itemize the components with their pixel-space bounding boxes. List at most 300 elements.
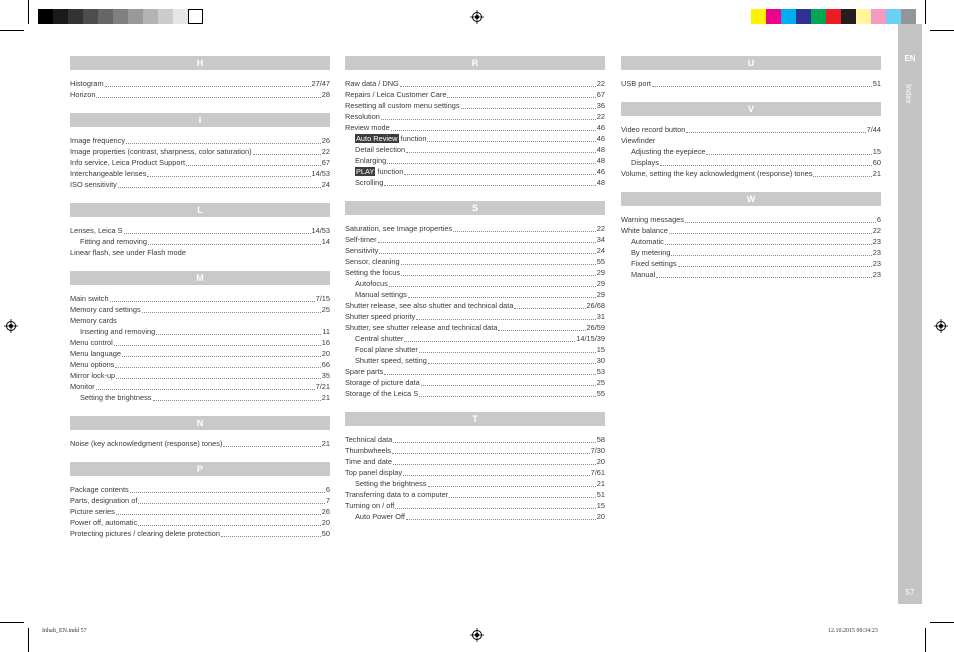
entry-page: 20	[596, 457, 605, 466]
entry-text: Histogram	[70, 79, 104, 88]
index-entry	[70, 247, 330, 258]
entry-term	[70, 337, 113, 348]
dot-leader	[221, 536, 321, 537]
index-entry	[70, 89, 330, 100]
page-number: 57	[905, 588, 915, 597]
entry-page: 28	[321, 90, 330, 99]
entry-term	[70, 370, 115, 381]
entry-page: 14	[321, 237, 330, 246]
entry-page: 7/30	[590, 446, 605, 455]
entry-text: Top panel display	[345, 468, 403, 477]
entry-text: Sensitivity	[345, 246, 379, 255]
color-swatch	[751, 9, 766, 24]
entry-text: Shutter speed, setting	[355, 356, 427, 365]
crop-mark	[925, 628, 926, 652]
entry-text: function	[375, 167, 404, 176]
dot-leader	[428, 486, 596, 487]
index-entry	[70, 78, 330, 89]
entry-page: 11	[322, 327, 330, 336]
entry-page: 20	[321, 518, 330, 527]
index-column-left	[70, 56, 330, 539]
entry-page: 6	[876, 215, 881, 224]
entry-page: 22	[872, 226, 881, 235]
entry-term	[345, 300, 513, 311]
dot-leader	[116, 378, 321, 379]
dot-leader	[253, 154, 321, 155]
section-gap	[70, 258, 330, 271]
index-entry	[621, 269, 881, 280]
dot-leader	[461, 108, 596, 109]
gray-swatch	[173, 9, 188, 24]
dot-leader	[656, 277, 872, 278]
index-entry	[345, 388, 605, 399]
index-entry	[70, 438, 330, 449]
entry-term	[345, 377, 420, 388]
entry-text: Video record button	[621, 125, 686, 134]
index-entry	[621, 78, 881, 89]
entry-term	[355, 133, 426, 144]
footer-timestamp: 12.10.2015 09:34:23	[828, 628, 878, 634]
index-entry	[70, 225, 330, 236]
dot-leader	[427, 141, 595, 142]
dot-leader	[669, 233, 872, 234]
index-entry	[70, 293, 330, 304]
entry-page: 14/15/39	[576, 334, 605, 343]
entry-text: Protecting pictures / clearing delete protection	[70, 529, 220, 538]
dot-leader	[114, 345, 321, 346]
index-entry	[345, 267, 605, 278]
color-swatch	[781, 9, 796, 24]
entry-text: Review mode	[345, 123, 390, 132]
entry-text: Storage of the Leica S	[345, 389, 419, 398]
dot-leader	[671, 255, 871, 256]
entry-term	[70, 495, 137, 506]
entry-page: 22	[596, 112, 605, 121]
entry-page: 7	[325, 496, 330, 505]
entry-text: By metering	[631, 248, 671, 257]
entry-text: Resolution	[345, 112, 380, 121]
entry-term	[70, 157, 185, 168]
entry-term	[355, 289, 407, 300]
entry-text: Focal plane shutter	[355, 345, 418, 354]
entry-term	[621, 135, 655, 146]
dot-leader	[706, 154, 871, 155]
entry-term	[70, 78, 104, 89]
index-entry	[70, 146, 330, 157]
entry-page: 7/61	[590, 468, 605, 477]
dot-leader	[126, 143, 321, 144]
index-entry	[345, 122, 605, 133]
entry-text: Displays	[631, 158, 659, 167]
entry-page: 6	[325, 485, 330, 494]
dot-leader	[96, 389, 315, 390]
letter-header: L	[70, 203, 330, 217]
index-entry	[345, 434, 605, 445]
index-entry	[345, 133, 605, 144]
index-entry	[70, 495, 330, 506]
entry-term	[631, 146, 705, 157]
entry-term	[70, 506, 115, 517]
index-entry	[345, 489, 605, 500]
dot-leader	[122, 356, 321, 357]
dot-leader	[384, 374, 596, 375]
dot-leader	[686, 132, 865, 133]
letter-header: W	[621, 192, 881, 206]
entry-term	[345, 445, 391, 456]
entry-page: 48	[596, 145, 605, 154]
entry-page: 7/15	[315, 294, 330, 303]
entry-term	[345, 467, 402, 478]
entry-page: 55	[596, 389, 605, 398]
letter-header: R	[345, 56, 605, 70]
dot-leader	[138, 503, 324, 504]
dot-leader	[391, 130, 596, 131]
dot-leader	[387, 163, 596, 164]
registration-mark-icon	[470, 628, 484, 642]
entry-term	[355, 478, 427, 489]
entry-term	[70, 359, 114, 370]
index-entry	[70, 381, 330, 392]
entry-text: Package contents	[70, 485, 129, 494]
footer-file-slug: Inhalt_EN.indd 57	[42, 628, 87, 634]
entry-text: Volume, setting the key acknowledgment (response) tones	[621, 169, 813, 178]
dot-leader	[378, 242, 596, 243]
dot-leader	[453, 231, 596, 232]
index-entry	[345, 511, 605, 522]
index-entry	[345, 177, 605, 188]
dot-leader	[421, 385, 596, 386]
entry-text: ISO sensitivity	[70, 180, 117, 189]
dot-leader	[416, 319, 596, 320]
index-entry	[70, 370, 330, 381]
dot-leader	[498, 330, 585, 331]
entry-page: 20	[321, 349, 330, 358]
index-entry	[345, 322, 605, 333]
entry-text: Fitting and removing	[80, 237, 147, 246]
entry-page: 23	[872, 248, 881, 257]
entry-text: Scrolling	[355, 178, 384, 187]
entry-text: Mirror lock-up	[70, 371, 116, 380]
dot-leader	[130, 492, 325, 493]
entry-term	[70, 225, 123, 236]
entry-term	[355, 511, 405, 522]
index-column-right	[621, 56, 881, 280]
dot-leader	[147, 176, 310, 177]
dot-leader	[118, 187, 321, 188]
index-entry	[70, 337, 330, 348]
gray-swatch	[113, 9, 128, 24]
entry-page: 60	[872, 158, 881, 167]
entry-page: 26/68	[586, 301, 605, 310]
dot-leader	[685, 222, 876, 223]
dot-leader	[392, 453, 590, 454]
entry-term	[70, 135, 125, 146]
entry-text: Saturation, see Image properties	[345, 224, 453, 233]
entry-text: White balance	[621, 226, 668, 235]
entry-term	[70, 348, 121, 359]
entry-term	[355, 344, 418, 355]
dot-leader	[419, 352, 596, 353]
dot-leader	[449, 497, 596, 498]
crop-mark	[925, 0, 926, 24]
crop-mark	[930, 30, 954, 31]
entry-page: 24	[596, 246, 605, 255]
index-entry	[70, 359, 330, 370]
index-entry	[70, 517, 330, 528]
entry-page: 20	[596, 512, 605, 521]
entry-page: 22	[596, 79, 605, 88]
index-entry	[70, 179, 330, 190]
entry-text: Linear flash, see under Flash mode	[70, 248, 186, 257]
entry-text: Parts, designation of	[70, 496, 138, 505]
gray-swatch	[68, 9, 83, 24]
entry-page: 67	[596, 90, 605, 99]
letter-header: T	[345, 412, 605, 426]
registration-mark-icon	[934, 319, 948, 333]
entry-text: Autofocus	[355, 279, 388, 288]
color-swatch	[871, 9, 886, 24]
entry-page: 29	[596, 279, 605, 288]
section-gap	[621, 179, 881, 192]
entry-page: 31	[596, 312, 605, 321]
entry-page: 29	[596, 268, 605, 277]
index-entry	[70, 326, 330, 337]
entry-page: 36	[596, 101, 605, 110]
dot-leader	[813, 176, 871, 177]
dot-leader	[148, 244, 321, 245]
entry-term	[621, 168, 812, 179]
entry-page: 25	[596, 378, 605, 387]
index-entry	[70, 236, 330, 247]
entry-page: 30	[596, 356, 605, 365]
dot-leader	[115, 367, 320, 368]
entry-page: 7/44	[866, 125, 881, 134]
menu-label-highlight: Auto Review	[356, 134, 398, 143]
dot-leader	[393, 442, 596, 443]
dot-leader	[401, 264, 596, 265]
entry-text: Storage of picture data	[345, 378, 420, 387]
entry-page: 15	[872, 147, 881, 156]
entry-text: Time and date	[345, 457, 392, 466]
entry-term	[80, 326, 155, 337]
entry-text: Picture series	[70, 507, 115, 516]
entry-text: Viewfinder	[621, 136, 656, 145]
index-entry	[70, 528, 330, 539]
entry-text: Spare parts	[345, 367, 384, 376]
dot-leader	[142, 312, 321, 313]
entry-page: 26/59	[586, 323, 605, 332]
entry-term	[70, 89, 95, 100]
gray-swatch	[53, 9, 68, 24]
entry-text: Menu control	[70, 338, 113, 347]
crop-mark	[0, 622, 24, 623]
index-entry	[621, 225, 881, 236]
dot-leader	[665, 244, 872, 245]
section-gap	[70, 190, 330, 203]
entry-term	[631, 236, 664, 247]
dot-leader	[153, 400, 321, 401]
entry-term	[621, 214, 684, 225]
entry-page: 22	[321, 147, 330, 156]
entry-term	[621, 225, 668, 236]
dot-leader	[105, 86, 311, 87]
entry-page: 66	[321, 360, 330, 369]
index-entry	[345, 311, 605, 322]
entry-term	[355, 278, 388, 289]
entry-page: 51	[596, 490, 605, 499]
section-gap	[345, 188, 605, 201]
entry-text: Power off, automatic	[70, 518, 138, 527]
index-entry	[345, 344, 605, 355]
entry-page: 21	[321, 393, 330, 402]
dot-leader	[395, 508, 595, 509]
entry-term	[80, 392, 152, 403]
entry-term	[80, 236, 147, 247]
index-entry	[345, 478, 605, 489]
index-entry	[621, 135, 881, 146]
entry-text: Manual	[631, 270, 656, 279]
entry-term	[345, 223, 452, 234]
index-entry	[70, 484, 330, 495]
index-entry	[345, 445, 605, 456]
letter-header: S	[345, 201, 605, 215]
entry-page: 16	[321, 338, 330, 347]
entry-text: Sensor, cleaning	[345, 257, 400, 266]
entry-term	[631, 247, 670, 258]
entry-page: 21	[321, 439, 330, 448]
entry-term	[345, 122, 390, 133]
index-entry	[345, 289, 605, 300]
index-entry	[70, 304, 330, 315]
dot-leader	[124, 233, 311, 234]
index-entry	[621, 146, 881, 157]
entry-text: function	[398, 134, 427, 143]
entry-page: 7/21	[315, 382, 330, 391]
index-entry	[70, 348, 330, 359]
entry-term	[621, 78, 651, 89]
entry-text: Automatic	[631, 237, 664, 246]
section-sidebar	[898, 24, 922, 604]
index-entry	[345, 245, 605, 256]
entry-page: 23	[872, 259, 881, 268]
index-entry	[345, 256, 605, 267]
entry-term	[345, 388, 418, 399]
dot-leader	[110, 301, 315, 302]
entry-term	[355, 355, 427, 366]
entry-text: Shutter, see shutter release and technical data	[345, 323, 498, 332]
entry-term	[345, 78, 399, 89]
dot-leader	[393, 464, 596, 465]
entry-term	[70, 293, 109, 304]
entry-page: 51	[872, 79, 881, 88]
entry-text: Resetting all custom menu settings	[345, 101, 460, 110]
entry-term	[345, 311, 415, 322]
dot-leader	[514, 308, 585, 309]
entry-page: 21	[596, 479, 605, 488]
entry-text: Memory cards	[70, 316, 117, 325]
entry-text: Inserting and removing	[80, 327, 156, 336]
entry-term	[70, 528, 220, 539]
section-label: Index	[904, 84, 913, 104]
dot-leader	[678, 266, 872, 267]
entry-text: Detail selection	[355, 145, 406, 154]
entry-page: 26	[321, 507, 330, 516]
entry-text: Self-timer	[345, 235, 377, 244]
index-entry	[70, 135, 330, 146]
index-entry	[345, 78, 605, 89]
entry-text: Thumbwheels	[345, 446, 392, 455]
index-entry	[345, 111, 605, 122]
index-entry	[70, 168, 330, 179]
index-entry	[345, 166, 605, 177]
entry-text: Image properties (contrast, sharpness, color saturation)	[70, 147, 252, 156]
entry-text: Menu language	[70, 349, 121, 358]
dot-leader	[406, 519, 596, 520]
index-entry	[345, 144, 605, 155]
dot-leader	[379, 253, 595, 254]
index-entry	[345, 100, 605, 111]
entry-text: Lenses, Leica S	[70, 226, 123, 235]
dot-leader	[186, 165, 321, 166]
registration-mark-icon	[4, 319, 18, 333]
crop-mark	[28, 628, 29, 652]
dot-leader	[401, 275, 596, 276]
crop-mark	[930, 622, 954, 623]
entry-page: 29	[596, 290, 605, 299]
gray-swatch	[83, 9, 98, 24]
entry-page: 23	[872, 270, 881, 279]
language-label: EN	[904, 54, 916, 63]
dot-leader	[116, 514, 321, 515]
entry-text: Interchangeable lenses	[70, 169, 147, 178]
color-swatch	[826, 9, 841, 24]
section-gap	[621, 89, 881, 102]
entry-text: Noise (key acknowledgment (response) tones)	[70, 439, 223, 448]
dot-leader	[652, 86, 872, 87]
gray-swatch	[128, 9, 143, 24]
index-entry	[345, 223, 605, 234]
color-swatch	[901, 9, 916, 24]
gray-swatch	[188, 9, 203, 24]
registration-mark-icon	[470, 10, 484, 24]
entry-term	[70, 315, 117, 326]
dot-leader	[400, 86, 596, 87]
entry-term	[631, 269, 655, 280]
entry-page: 23	[872, 237, 881, 246]
entry-page: 35	[321, 371, 330, 380]
index-entry	[70, 157, 330, 168]
index-column-middle	[345, 56, 605, 522]
entry-page: 26	[321, 136, 330, 145]
entry-text: Repairs / Leica Customer Care	[345, 90, 447, 99]
entry-term	[70, 179, 117, 190]
dot-leader	[404, 341, 575, 342]
letter-header: H	[70, 56, 330, 70]
index-entry	[345, 366, 605, 377]
entry-text: Raw data / DNG	[345, 79, 399, 88]
index-entry	[70, 506, 330, 517]
dot-leader	[156, 334, 321, 335]
entry-term	[355, 144, 405, 155]
entry-term	[355, 333, 403, 344]
entry-term	[355, 177, 383, 188]
index-entry	[345, 234, 605, 245]
dot-leader	[389, 286, 596, 287]
entry-term	[345, 267, 400, 278]
index-entry	[345, 377, 605, 388]
entry-term	[355, 155, 386, 166]
gray-swatch	[98, 9, 113, 24]
